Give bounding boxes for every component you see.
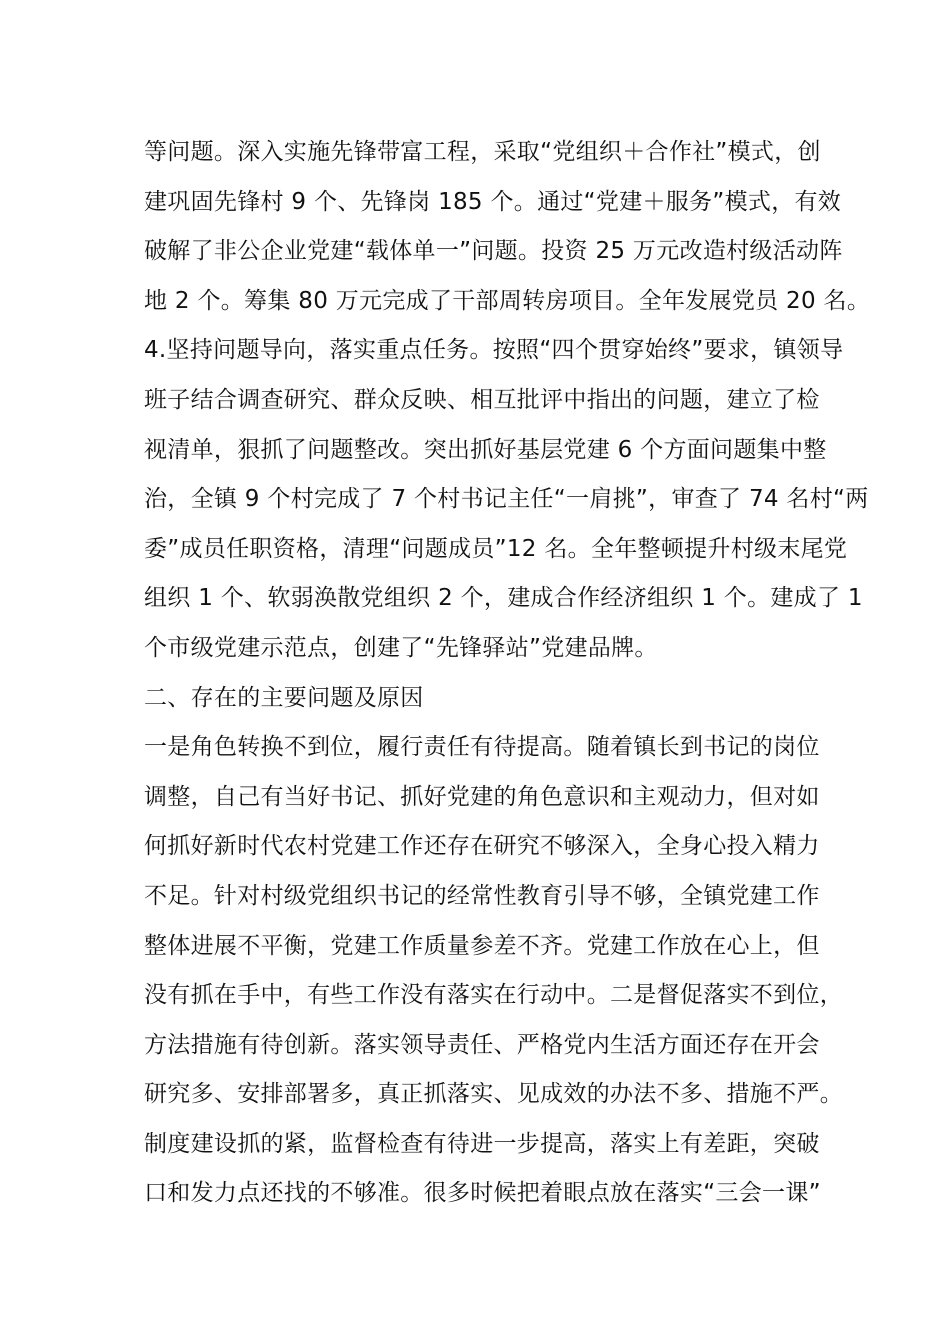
text-line: 地 2 个。筹集 80 万元完成了干部周转房项目。全年发展党员 20 名。 [144,287,871,314]
text-line: 方法措施有待创新。落实领导责任、严格党内生活方面还存在开会 [144,1031,820,1058]
text-line: 何抓好新时代农村党建工作还存在研究不够深入，全身心投入精力 [144,833,820,860]
text-line: 委”成员任职资格，清理“问题成员”12 名。全年整顿提升村级末尾党 [144,535,848,562]
text-line: 一是角色转换不到位，履行责任有待提高。随着镇长到书记的岗位 [144,734,820,761]
text-line: 治，全镇 9 个村完成了 7 个村书记主任“一肩挑”，审查了 74 名村“两 [144,486,869,513]
text-line: 制度建设抓的紧，监督检查有待进一步提高，落实上有差距，突破 [144,1130,820,1157]
text-line: 等问题。深入实施先锋带富工程，采取“党组织＋合作社”模式，创 [144,139,821,165]
text-line: 没有抓在手中，有些工作没有落实在行动中。二是督促落实不到位， [144,982,843,1009]
body-text [144,128,871,1219]
section-heading: 二、存在的主要问题及原因 [144,684,424,711]
text-line: 破解了非公企业党建“载体单一”问题。投资 25 万元改造村级活动阵 [144,238,843,265]
text-line: 整体进展不平衡，党建工作质量参差不齐。党建工作放在心上，但 [144,932,820,959]
text-line: 口和发力点还找的不够准。很多时候把着眼点放在落实“三会一课” [144,1180,821,1207]
text-line: 视清单，狠抓了问题整改。突出抓好基层党建 6 个方面问题集中整 [144,436,827,463]
text-line: 组织 1 个、软弱涣散党组织 2 个，建成合作经济组织 1 个。建成了 1 [144,585,863,612]
text-line: 4.坚持问题导向，落实重点任务。按照“四个贯穿始终”要求，镇领导 [144,337,844,364]
text-line: 研究多、安排部署多，真正抓落实、见成效的办法不多、措施不严。 [144,1081,843,1108]
text-line: 个市级党建示范点，创建了“先锋驿站”党建品牌。 [144,634,658,661]
text-line: 不足。针对村级党组织书记的经常性教育引导不够，全镇党建工作 [144,882,820,909]
text-line: 调整，自己有当好书记、抓好党建的角色意识和主观动力，但对如 [144,783,820,810]
text-line: 班子结合调查研究、群众反映、相互批评中指出的问题，建立了检 [144,386,820,413]
text-line: 建巩固先锋村 9 个、先锋岗 185 个。通过“党建＋服务”模式，有效 [144,188,842,215]
